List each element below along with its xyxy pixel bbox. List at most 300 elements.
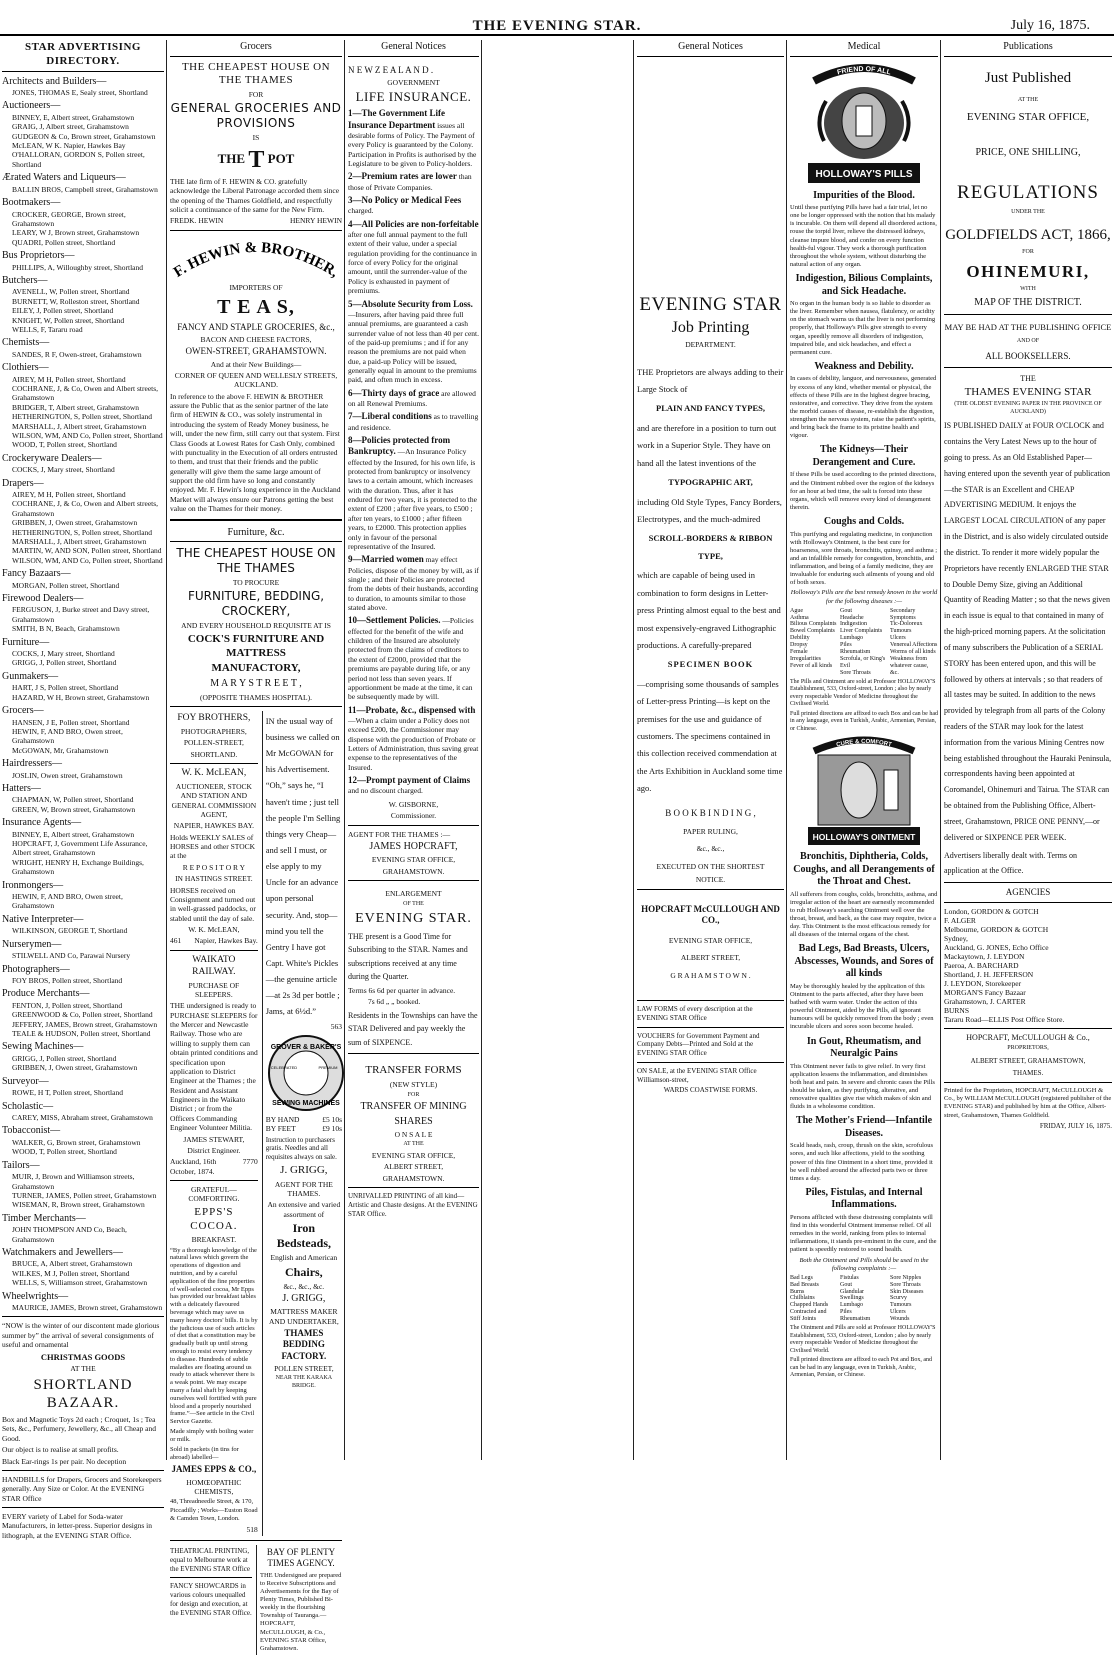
directory-category: Clothiers— xyxy=(2,362,49,374)
directory-entry: WELLS, F, Tararu road xyxy=(12,324,83,334)
insurance-notice xyxy=(348,554,479,612)
list-entry: Fistulas xyxy=(840,1274,859,1281)
directory-category: Surveyor— xyxy=(2,1075,49,1087)
xmas-object: Our object is to realise at small profits. xyxy=(2,1445,119,1455)
enlargement: ENLARGEMENT xyxy=(385,889,442,899)
etc: &c., &c., &c. xyxy=(283,1281,325,1291)
hewin-notice: THE late firm of F. HEWIN & CO. gratefully acknowledge the Liberal Patronage accorded them since the opening of the Thames Goldfield, and respectfully solicit a continuance of the same for the New Firm. xyxy=(170,176,340,214)
general-notices-header-2: General Notices xyxy=(637,40,784,57)
directory-entry: JOSLIN, Owen street, Grahamstown xyxy=(12,770,123,780)
specimen-text: —comprising some thousands of samples of Letter-press Printing—is kept on the premises for the use and guidance of customers. The specimens contained in this collection received commendation at the Arts Exhibition in Auckland some time ago. xyxy=(637,678,783,794)
old-style-types: including Old Style Types, Fancy Borders, Electrotypes, and the much-admired xyxy=(637,496,782,524)
list-entry: Gout xyxy=(840,1281,852,1288)
notice-heading: 8—Policies protected from Bankruptcy. xyxy=(348,435,451,457)
notice-heading: 2—Premium rates are lower xyxy=(348,171,457,182)
grigg-name-2: J. GRIGG, xyxy=(282,1292,326,1304)
list-entry: Indigestion xyxy=(840,621,867,628)
directory-category: Insurance Agents— xyxy=(2,817,82,829)
and-of: AND OF xyxy=(1016,337,1040,344)
directory-entry: WILKINSON, GEORGE T, Shortland xyxy=(12,926,128,936)
indigestion-text: No organ in the human body is so liable to disorder as the liver. Remember when nausea, flatulency, or acidity on the stomach warns us that the liver is not performing properly, that Holloway's Pills give strength to every organ, speedily remove all disorders of indigestion, impaired bile, and sick headaches, and effect a permanent cure. xyxy=(790,300,936,356)
directory-category: Hairdressers— xyxy=(2,758,62,769)
newspaper-title: THE EVENING STAR. xyxy=(472,18,642,34)
directory-category: Butchers— xyxy=(2,274,48,286)
directory-entry: COCHRANE, J, & Co, Owen and Albert streets, Grahamstown xyxy=(12,384,159,403)
directory-category: Hatters— xyxy=(2,782,41,794)
hewin-arch-title xyxy=(170,235,342,279)
cocks-furniture: COCK'S FURNITURE AND MATTRESS xyxy=(187,632,325,659)
agency-entry: Sydney, xyxy=(944,934,968,944)
grigg-name: J. GRIGG, xyxy=(280,1163,328,1176)
piles-text: Persons afflicted with these distressing complaints will find in this wonderful Ointment immense relief. Of all remedies in the world, ranking from piles to internal inflammations, it stands pre-eminent in the cure, and the patient is speedily restored to sound health. xyxy=(790,1213,937,1254)
divider xyxy=(170,519,342,521)
agency-entry: Auckland, G. JONES, Echo Office xyxy=(944,943,1049,953)
directory-category: Architects and Builders— xyxy=(2,75,107,87)
mothers-friend-heading: The Mother's Friend—Infantile Diseases. xyxy=(795,1115,933,1139)
agency-entry: Mackaytown, J. LEYDON xyxy=(944,952,1025,962)
notice-text: may effect Policies, dispose of the money by will, as if single ; and their Policies are protected from the debts of their husbands, according to duration, to amounts similar to those stated above. xyxy=(348,555,479,612)
column-divider xyxy=(633,40,634,1460)
bronchitis-heading: Bronchitis, Diphtheria, Colds, Coughs, and all Derangements of the Throat and Chest. xyxy=(793,851,935,888)
household-requisite: AND EVERY HOUSEHOLD REQUISITE AT IS xyxy=(181,621,331,631)
notice-text: are allowed on all Renewal Premiums. xyxy=(348,388,476,408)
column-divider xyxy=(940,40,941,1460)
paper-ruling: PAPER RULING, xyxy=(683,827,738,836)
ohinemuri: OHINEMURI, xyxy=(966,261,1090,281)
hopcraft-mccullough: HOPCRAFT McCULLOUGH AND CO., xyxy=(641,903,780,925)
directory-entry: GUDGEON & Co, Brown street, Grahamstown xyxy=(12,131,156,141)
english-american: English and American xyxy=(270,1253,338,1263)
ointment-list-3 xyxy=(890,1275,938,1323)
directory-entry: CAREY, MISS, Abraham street, Grahamstown xyxy=(12,1113,153,1122)
directory-category: Tobacconist— xyxy=(2,1125,61,1137)
purchase-sleepers: PURCHASE OF SLEEPERS. xyxy=(188,980,240,999)
evening-star-office-j: EVENING STAR OFFICE, xyxy=(668,936,753,945)
ointment-list-1 xyxy=(790,1275,838,1323)
tea-pot-icon: T xyxy=(248,146,265,173)
gb-logo-machines: SEWING MACHINES xyxy=(271,1099,340,1107)
for-word-3: FOR xyxy=(1022,249,1034,255)
column-divider xyxy=(344,40,345,1460)
on-sale-forms: ON SALE, at the EVENING STAR Office Williamson-street, xyxy=(637,1066,757,1084)
ointment-list-2 xyxy=(840,1275,888,1323)
directory-entry: FENTON, J, Pollen street, Shortland xyxy=(12,1000,123,1010)
list-entry: Rheumatism xyxy=(840,648,871,655)
imprint-date: FRIDAY, JULY 16, 1875. xyxy=(1039,1121,1112,1130)
list-entry: Piles xyxy=(840,642,852,649)
proprietors-adding: THE Proprietors are always adding to their Large Stock of xyxy=(637,366,784,395)
directory-entry: CHAPMAN, W, Pollen street, Shortland xyxy=(12,795,134,805)
list-entry: Sore Nipples xyxy=(890,1274,922,1281)
agency-entry: Tararu Road—ELLIS Post Office Store. xyxy=(944,1015,1065,1025)
directory-entry: BURNETT, W, Rolleston street, Shortland xyxy=(12,296,140,306)
list-entry: Female Irregularities xyxy=(790,648,821,662)
issue-date: July 16, 1875. xyxy=(1010,18,1090,33)
notice-text: and no discount charged. xyxy=(348,786,423,796)
cure-comfort-banner: CURE & COMFORT xyxy=(835,739,893,749)
agency-entry: Paeroa, A. BARCHARD xyxy=(944,961,1019,971)
xmas-details: Box and Magnetic Toys 2d each ; Croquet, 1s ; Tea Sets, &c., Perfumery, Jewellery, &c., all Cheap and Good. xyxy=(2,1415,156,1443)
directory-entry: WRIGHT, HENRY H, Exchange Buildings, Grahamstown xyxy=(12,857,144,877)
hewin-reference: In reference to the above F. HEWIN & BROTHER assure the Public that as the senior partner of the late firm of HEWIN & CO., was solely instrumental in introducing the system of Ready Money business, he will, under the new firm, still carry out that system. First Class Goods at Lowest Rates for Cash Only, combined with punctuality in the Execution of all orders entrusted to them, and trust that their friends and the public generally will give them the same large amount of support the old firm have so long and constantly enjoyed. Mr. F. Hewin's long experience in the Auckland Market will always ensure our Patrons getting the best value on the Thames for their money. xyxy=(170,391,341,514)
furniture-header: Furniture, &c. xyxy=(170,526,342,543)
coughs-text: This purifying and regulating medicine, in conjunction with Holloway's Ointment, is the best cure for hoarseness, sore throats, bronchitis, quinsy, and asthma ; and an infallible remedy for congestion, bronchitis, and inflammation, and being of a family medicine, they are invaluable for enduring such ailments of young and old of both sexes. xyxy=(790,530,938,587)
corner-streets: CORNER OF QUEEN AND WELLESLY STREETS, AUCKLAND. xyxy=(174,370,338,390)
grateful-comforting: GRATEFUL—COMFORTING. xyxy=(188,1185,240,1204)
holloway-pills-emblem xyxy=(804,61,924,186)
transfer-forms: TRANSFER FORMS xyxy=(365,1064,462,1077)
directory-category: Auctioneers— xyxy=(2,100,61,112)
list-entry: Tic-Doloreux xyxy=(890,621,923,628)
of-the: OF THE xyxy=(403,900,424,907)
directory-entry: MARTIN, W, AND SON, Pollen street, Shortland xyxy=(12,546,162,556)
bronchitis-text: All sufferers from coughs, colds, bronchitis, asthma, and irregular action of the heart are earnestly recommended to rub Holloway's searching Ointment well over the throat, breast, and back, as the case may require, twice a day. This Ointment is the most efficacious remedy for all diseases of the internal organs of the chest. xyxy=(790,890,938,939)
bay-of-plenty: BAY OF PLENTY TIMES AGENCY. xyxy=(266,1547,336,1569)
directory-entry: MORGAN, Pollen street, Shortland xyxy=(12,580,120,590)
regulations: REGULATIONS xyxy=(957,182,1099,203)
divider xyxy=(944,314,1112,315)
for-word-2: FOR xyxy=(407,1091,420,1098)
list-entry: Bad Legs xyxy=(790,1274,813,1281)
agency-entry: Melbourne, GORDON & GOTCH xyxy=(944,925,1049,935)
superior-style: and are therefore in a position to turn out work in a Superior Style. They have on hand all the latest inventions of the xyxy=(637,422,777,468)
grahamstown: GRAHAMSTOWN. xyxy=(382,866,445,876)
directory-entry: GRAIG, J, Albert street, Grahamstown xyxy=(12,122,129,132)
weakness-text: In cases of debility, languor, and nervousness, generated by excess of any kind, whether mental or physical, the effects of these Pills are in the highest degree bracing, restorative, and corrective. They drive from the system the morbid causes of disease, re-establish the digestion, strengthen the nervous system, raise the patient's spirits, and bring back the frame to its pristine health and vigour. xyxy=(790,375,937,440)
mothers-friend-text: Scald heads, rash, croup, thrush on the skin, scrofulous sores, and such like affections, yield to the soothing power of this fine Ointment in a short time, provided it be well rubbed around the affected parts two or three times a day. xyxy=(790,1142,933,1182)
impurities-heading: Impurities of the Blood. xyxy=(813,189,915,201)
teas: T E A S, xyxy=(217,295,295,318)
all-booksellers: ALL BOOKSELLERS. xyxy=(985,351,1071,362)
grocers-column xyxy=(170,40,342,1652)
divider xyxy=(637,1027,784,1028)
list-entry: Bad Breasts xyxy=(790,1281,819,1288)
waikato-number: 7770 xyxy=(242,1157,258,1167)
bacon-cheese: BACON AND CHEESE FACTORS, xyxy=(200,334,312,344)
waikato-date: Auckland, 16th October, 1874. xyxy=(170,1157,217,1176)
agency-entry: BURNS xyxy=(944,1006,970,1016)
grahamstown-j: G R A H A M S T O W N . xyxy=(670,970,751,980)
james-hopcraft: JAMES HOPCRAFT, xyxy=(369,840,458,852)
epps-packets: Sold in packets (in tins for abroad) labelled— xyxy=(170,1446,239,1462)
impurities-text: Until these purifying Pills have had a fair trial, let no one be longer oppressed with the notion that his malady is incurable. On them will depend all disordered actions, rouse the torpid liver, relieve the distressed kidneys, cleanse impure blood, and confer on every function health-ful vigour. They work a thorough purification throughout the whole system, without disturbing the natural action of any organ. xyxy=(790,204,937,268)
list-entry: Worms of all kinds xyxy=(890,648,936,655)
publications-column xyxy=(944,40,1112,1460)
directory-entry: GREEN, W, Brown street, Grahamstown xyxy=(12,804,136,814)
general-notices-column-1 xyxy=(348,40,479,1460)
directory-category: Chemists— xyxy=(2,337,50,349)
government: GOVERNMENT xyxy=(387,77,440,87)
list-entry: Venereal Affections xyxy=(890,642,938,649)
directory-category: Ironmongers— xyxy=(2,879,64,891)
district-engineer: District Engineer. xyxy=(187,1145,241,1155)
agent-for-thames: AGENT FOR THE THAMES :— xyxy=(348,829,451,839)
epps-text: “By a thorough knowledge of the natural laws which govern the operations of digestion and nutrition, and by a careful application of the fine properties of well-selected cocoa, Mr Epps has provided our breakfast tables with a delicately flavoured beverage which may save us many heavy doctors' bills. It is by the judicious use of such articles of diet that a constitution may be gradually built up until strong enough to resist every tendency to disease. Hundreds of subtle maladies are floating around us ready to attack wherever there is a weak point. We may escape many a fatal shaft by keeping ourselves well fortified with pure blood and a properly nourished frame.”—See article in the Civil Service Gazette. xyxy=(170,1246,258,1426)
insurance-notice xyxy=(348,435,479,551)
divider xyxy=(170,1577,252,1578)
directory-entry: PHILLIPS, A, Willoughby street, Shortland xyxy=(12,262,144,272)
notice-text: as to travelling and residence. xyxy=(348,412,479,432)
signature-henry: HENRY HEWIN xyxy=(289,216,342,226)
karaka-bridge: NEAR THE KARAKA BRIDGE. xyxy=(275,1375,333,1389)
insurance-notice xyxy=(348,195,479,216)
xmas-intro: “NOW is the winter of our discontent made glorious summer by” the arrival of several consignments of useful and ornamental xyxy=(2,1321,160,1350)
gb-hand-price: £5 10s xyxy=(322,1114,342,1124)
coastwise-forms: WARDS COASTWISE FORMS. xyxy=(663,1086,758,1095)
directory-entry: MARSHALL, J, Albert street, Grahamstown xyxy=(12,421,147,431)
list-entry: Tumours xyxy=(890,628,912,635)
directory-entry: McGOWAN, Mr, Grahamstown xyxy=(12,745,109,755)
insurance-notice xyxy=(348,108,479,168)
divider xyxy=(944,1082,1112,1083)
epps-number: 518 xyxy=(246,1524,258,1534)
combination: which are capable of being used in combination to form designs in Letter-press Printing almost equal to the best and most expensively-engraved Lithographic productions. A carefully-prepared xyxy=(637,570,781,650)
directory-category: Timber Merchants— xyxy=(2,1212,86,1224)
shares: SHARES xyxy=(394,1115,433,1127)
directory-entry: CROCKER, GEORGE, Brown street, Grahamstown xyxy=(12,209,126,228)
list-entry: Chilblains xyxy=(790,1295,815,1302)
evening-star-office-pub: EVENING STAR OFFICE, xyxy=(966,110,1090,123)
pills-sold: The Pills and Ointment are sold at Professor HOLLOWAY'S Establishment, 533, Oxford-street, London ; also by nearly every respectable Vendor of Medicine throughout the Civilised World. xyxy=(790,678,936,708)
directory-category: Wheelwrights— xyxy=(2,1290,69,1302)
directory-entry: TURNER, JAMES, Pollen street, Grahamstown xyxy=(12,1190,157,1200)
notice-text: after one full annual payment to the full extent of their value, under a special regulation providing for the continuance in force of every Policy for the original amount, until the surrender-value of the Policy is exhausted in payment of premiums. xyxy=(348,229,477,296)
directory-entry: FERGUSON, J, Burke street and Davy street, Grahamstown xyxy=(12,605,150,624)
svg-text:F. HEWIN & BROTHER, xyxy=(171,239,341,278)
disease-list-1 xyxy=(790,608,838,677)
list-entry: Bowel Complaints xyxy=(790,628,835,635)
notice-heading: 12—Prompt payment of Claims xyxy=(348,775,471,786)
at-the-3: AT THE xyxy=(1017,97,1039,104)
with-word: WITH xyxy=(1020,285,1036,292)
agency-entry: MORGAN'S Fancy Bazaar xyxy=(944,988,1026,998)
etc-2: &c., &c., xyxy=(696,844,725,854)
thames-evening-star: THAMES EVENING STAR xyxy=(964,385,1092,398)
labels-ad: EVERY variety of Label for Soda-water Manufacturers, in letter-press. Superior designs in lithograph, at the EVENING STAR Office. xyxy=(2,1512,153,1540)
department: DEPARTMENT. xyxy=(685,340,736,350)
list-entry: Sore Throats xyxy=(840,669,871,676)
bad-legs-heading: Bad Legs, Bad Breasts, Ulcers, Abscesses, Wounds, and Sores of all kinds xyxy=(794,943,934,980)
grocers-header: Grocers xyxy=(170,40,342,57)
list-entry: Asthma xyxy=(790,614,809,621)
horses-received: HORSES received on Consignment and turned out in well-grassed paddocks, or stabled until the day of sale. xyxy=(170,885,256,923)
price-shilling: PRICE, ONE SHILLING, xyxy=(975,146,1081,158)
directory-entry: MAURICE, JAMES, Brown street, Grahamstown xyxy=(12,1303,163,1312)
fancy-staple: FANCY AND STAPLE GROCERIES, &c., xyxy=(177,321,335,332)
list-entry: Liver Complaints xyxy=(840,628,883,635)
notice-heading: 11—Probate, &c., dispensed with xyxy=(348,704,476,715)
directory-entry: COCKS, J, Mary street, Shortland xyxy=(12,649,115,658)
mclean-napier: Napier, Hawkes Bay. xyxy=(194,936,258,946)
notice-text: —Policies effected for the benefit of the wife and children of the Insured are absolutely protected from the claims of creditors to the extent of £2000, provided that the premiums are payable during life, or any period not less than seven years. If apportionment be made at the time, it can be subsequently made by will. xyxy=(348,616,474,702)
importers-of: IMPORTERS OF xyxy=(229,283,283,293)
plain-fancy-types: PLAIN AND FANCY TYPES, xyxy=(656,403,765,414)
directory-entry: MARSHALL, J, Albert street, Grahamstown xyxy=(12,536,147,546)
directory-entry: WELLS, S, Williamson street, Grahamstown xyxy=(12,1278,148,1288)
list-entry: Contracted and Stiff Joints xyxy=(790,1309,827,1323)
breakfast: BREAKFAST. xyxy=(191,1235,237,1245)
notice-text: —An Insurance Policy effected by the Insured, for his own life, is protected from bankruptcy or insolvency laws to a certain amount, which increases with the duration. Thus, after it has endured for two years, it is protected to the extent of £200 ; after five years, to £500 ; after ten years, to £1000 ; after fifteen years, to £2000. This protection applies only in favour of the personal representative of the Insured. xyxy=(348,447,477,551)
holloways-ointment-label: HOLLOWAY'S OINTMENT xyxy=(812,832,916,843)
xmas-title: CHRISTMAS GOODS xyxy=(40,1351,126,1362)
townships-delivery: Residents in the Townships can have the STAR Delivered and pay weekly the sum of SIXPENCE. xyxy=(348,1010,478,1047)
directory-entry: COCHRANE, J, & Co, Owen and Albert streets, Grahamstown xyxy=(12,499,159,518)
james-stewart: JAMES STEWART, xyxy=(183,1134,245,1144)
directory-entry: WALKER, G, Brown street, Grahamstown xyxy=(12,1137,141,1147)
terms-advance: Terms 6s 6d per quarter in advance. xyxy=(348,985,456,995)
directory-entry: SMITH, B N, Beach, Grahamstown xyxy=(12,624,120,634)
homoeopathic: HOMŒOPATHIC CHEMISTS, xyxy=(186,1477,242,1497)
divider xyxy=(637,1062,784,1063)
medical-header: Medical xyxy=(790,40,938,57)
directory-category: Scholastic— xyxy=(2,1100,54,1112)
mclean-title: AUCTIONEER, STOCK AND STATION AND GENERAL COMMISSION AGENT, xyxy=(171,781,257,819)
list-entry: Gout xyxy=(840,607,852,614)
directory-entry: STILWELL AND Co, Parawai Nursery xyxy=(12,951,131,961)
both-ointment-pills: Both the Ointment and Pills should be used in the following complaints :— xyxy=(799,1256,929,1272)
notice-heading: 10—Settlement Policies. xyxy=(348,615,441,626)
goldfields-act: GOLDFIELDS ACT, 1866, xyxy=(945,227,1111,244)
theatrical-printing: THEATRICAL PRINTING, equal to Melbourne work at the EVENING STAR Office xyxy=(170,1547,250,1573)
directory-entry: GRIGG, J, Pollen street, Shortland xyxy=(12,1053,117,1063)
under-the: UNDER THE xyxy=(1011,208,1045,215)
list-entry: Chapped Hands xyxy=(790,1302,829,1309)
bookbinding: B O O K B I N D I N G , xyxy=(665,807,756,818)
holloways-pills-label: HOLLOWAY'S PILLS xyxy=(815,168,913,180)
oldest-paper: (THE OLDEST EVENING PAPER IN THE PROVINCE OF AUCKLAND) xyxy=(954,401,1102,415)
agency-entry: Shortland, J. H. JEFFERSON xyxy=(944,970,1034,980)
directory-entry: O'HALLORAN, GORDON S, Pollen street, Shortland xyxy=(12,150,145,169)
directory-entry: FOY BROS, Pollen street, Shortland xyxy=(12,976,123,985)
directory-entry: HANSEN, J E, Pollen street, Shortland xyxy=(12,717,130,727)
bay-text: THE Undersigned are prepared to Receive Subscriptions and Advertisements for the Bay of Plenty Times, Published Bi-weekly in the flourishing Township of Tauranga.—HOPCRAFT, McCULLOUGH, & Co., EVENING STAR Office, Grahamstown. xyxy=(260,1571,342,1652)
holloway-ointment-emblem xyxy=(804,735,924,847)
insurance-notices xyxy=(348,108,479,795)
agency-entry: J. LEYDON, Storekeeper xyxy=(944,979,1022,989)
list-entry: Burns xyxy=(790,1288,805,1295)
gb-by-hand: BY HAND xyxy=(265,1114,300,1124)
masthead-rule xyxy=(0,34,1114,36)
star-office-2: EVENING STAR OFFICE, xyxy=(371,1150,456,1160)
waikato-railway: WAIKATO RAILWAY. xyxy=(192,954,236,977)
grigg-agent: AGENT FOR THE THAMES. xyxy=(274,1179,333,1199)
epps-cocoa: EPPS'S COCOA. xyxy=(190,1205,238,1232)
mary-street: M A R Y S T R E E T , xyxy=(210,678,302,689)
mattress-maker: MATTRESS MAKER AND UNDERTAKER, xyxy=(268,1307,339,1326)
map-district: MAP OF THE DISTRICT. xyxy=(974,297,1082,309)
directory-category: Drapers— xyxy=(2,477,44,489)
directory-category: Photographers— xyxy=(2,963,70,975)
directory-category: Ærated Waters and Liqueurs— xyxy=(2,172,126,184)
agency-entry: F. ALGER xyxy=(944,916,976,926)
list-entry: Scrofula, or King's Evil xyxy=(840,655,886,669)
directory-category: Tailors— xyxy=(2,1159,40,1171)
may-be-had: MAY BE HAD AT THE PUBLISHING OFFICE xyxy=(944,321,1112,332)
directory-entry: KNIGHT, W, Pollen street, Shortland xyxy=(12,315,125,325)
foy-shortland: SHORTLAND. xyxy=(190,749,238,759)
opposite-hospital: (OPPOSITE THAMES HOSPITAL). xyxy=(200,692,312,702)
terms-booked: 7s 6d „ „ booked. xyxy=(368,997,421,1007)
divider xyxy=(2,1470,164,1471)
list-entry: Headache xyxy=(840,614,864,621)
cheapest-house: THE CHEAPEST HOUSE ON THE THAMES xyxy=(181,60,331,87)
owen-street: OWEN-STREET, GRAHAMSTOWN. xyxy=(185,346,327,357)
piles-heading: Piles, Fistulas, and Internal Inflammations. xyxy=(805,1186,923,1211)
divider xyxy=(2,1507,164,1508)
repository: R E P O S I T O R Y xyxy=(182,862,246,872)
star-office: EVENING STAR OFFICE, xyxy=(371,855,456,865)
notice-heading: 7—Liberal conditions xyxy=(348,411,432,422)
list-entry: Piles xyxy=(840,1309,852,1316)
disease-list-3 xyxy=(890,608,938,677)
directory-entry: BALLIN BROS, Campbell street, Grahamstown xyxy=(12,184,158,194)
directory-category: Fancy Bazaars— xyxy=(2,568,71,579)
life-insurance: LIFE INSURANCE. xyxy=(355,89,472,105)
handbills-ad: HANDBILLS for Drapers, Grocers and Storekeepers generally. Any Size or Color. At the EVENING STAR Office xyxy=(2,1474,162,1503)
directory-entry: HOPCRAFT, J, Government Life Assurance, Albert street, Grahamstown xyxy=(12,839,148,858)
directory-entry: WILSON, WM, AND Co, Pollen street, Shortland xyxy=(12,430,163,440)
divider xyxy=(170,950,258,951)
directory-entry: MUIR, J, Brown and Williamson streets, Grahamstown xyxy=(12,1172,135,1191)
job-printing: Job Printing xyxy=(671,319,750,337)
gisborne: W. GISBORNE, xyxy=(388,799,439,809)
for-word: FOR xyxy=(248,90,264,99)
insurance-notice xyxy=(348,388,479,409)
at-the-2: AT THE xyxy=(403,1141,424,1148)
gout-heading: In Gout, Rheumatism, and Neuralgic Pains xyxy=(806,1035,922,1060)
notice-text: —Insurers, after having paid three full annual premiums, are guaranteed a cash surrender value of not less than 40 per cent. of the paid-up premiums ; and if for any reason the premiums are not paid when due, a paid-up Policy will be issued, generally equal in amount to the premiums paid, and often much in excess. xyxy=(348,309,479,385)
directory-entry: WOOD, T, Pollen street, Shortland xyxy=(12,440,117,450)
grahamstown-2: GRAHAMSTOWN. xyxy=(382,1173,445,1183)
to-procure: TO PROCURE xyxy=(232,578,280,587)
list-entry: Lumbago xyxy=(840,1302,863,1309)
hastings-street: IN HASTINGS STREET. xyxy=(175,874,253,884)
mclean-number: 461 xyxy=(170,936,182,946)
notice-heading: 4—All Policies are non-forfeitable xyxy=(348,218,479,229)
directory-list xyxy=(2,76,164,1313)
directory-entry: WISEMAN, R, Brown street, Grahamstown xyxy=(12,1200,145,1210)
new-zealand: N E W Z E A L A N D . xyxy=(348,64,434,75)
new-style: (NEW STYLE) xyxy=(389,1080,438,1090)
iron-bedsteads: Iron Bedsteads, xyxy=(276,1221,332,1251)
diseases-intro: Holloway's Pills are the best remedy known in the world for the following diseases :— xyxy=(790,589,938,605)
albert-street-pub: ALBERT STREET, GRAHAMSTOWN, xyxy=(970,1056,1086,1065)
gb-feet-price: £9 10s xyxy=(322,1124,342,1134)
column-divider xyxy=(481,40,482,1460)
directory-category: Furniture— xyxy=(2,636,50,648)
directory-entry: BINNEY, E, Albert street, Grahamstown xyxy=(12,112,135,122)
list-entry: Secondary Symptoms xyxy=(890,607,916,621)
notice-text: issues all desirable forms of Policy. The Payment of every Policy is guaranteed by the Colony. Participation in Profits is authorised by the Legislature to be given to Policy-holders. xyxy=(348,120,477,168)
general-notices-header: General Notices xyxy=(348,40,479,57)
pills-directions: Full printed directions are affixed to each Box and can be had in any language, even in Turkish, Arabic, Armenian, Persian, or Chinese. xyxy=(790,710,939,732)
insurance-notice xyxy=(348,219,479,296)
divider xyxy=(348,880,479,881)
insurance-notice xyxy=(348,615,479,701)
bedding-factory: THAMES BEDDING FACTORY. xyxy=(281,1328,327,1361)
directory-entry: HART, J S, Pollen street, Shortland xyxy=(12,683,119,693)
gb-instruction: Instruction to purchasers gratis. Needles and all requisites always on sale. xyxy=(265,1135,337,1162)
thames-pub: THAMES. xyxy=(1012,1069,1044,1078)
mcgowan-number: 563 xyxy=(330,1021,342,1031)
list-entry: Tumours xyxy=(890,1302,912,1309)
directory-category: Crockeryware Dealers— xyxy=(2,452,102,464)
grigg-assortment: An extensive and varied assortment of xyxy=(267,1200,341,1219)
signature-fredk: FREDK. HEWIN xyxy=(170,216,224,226)
mclean-sign: W. K. McLEAN, xyxy=(188,925,240,934)
directory-category: Nurserymen— xyxy=(2,938,62,950)
grover-baker-logo xyxy=(266,1033,346,1113)
